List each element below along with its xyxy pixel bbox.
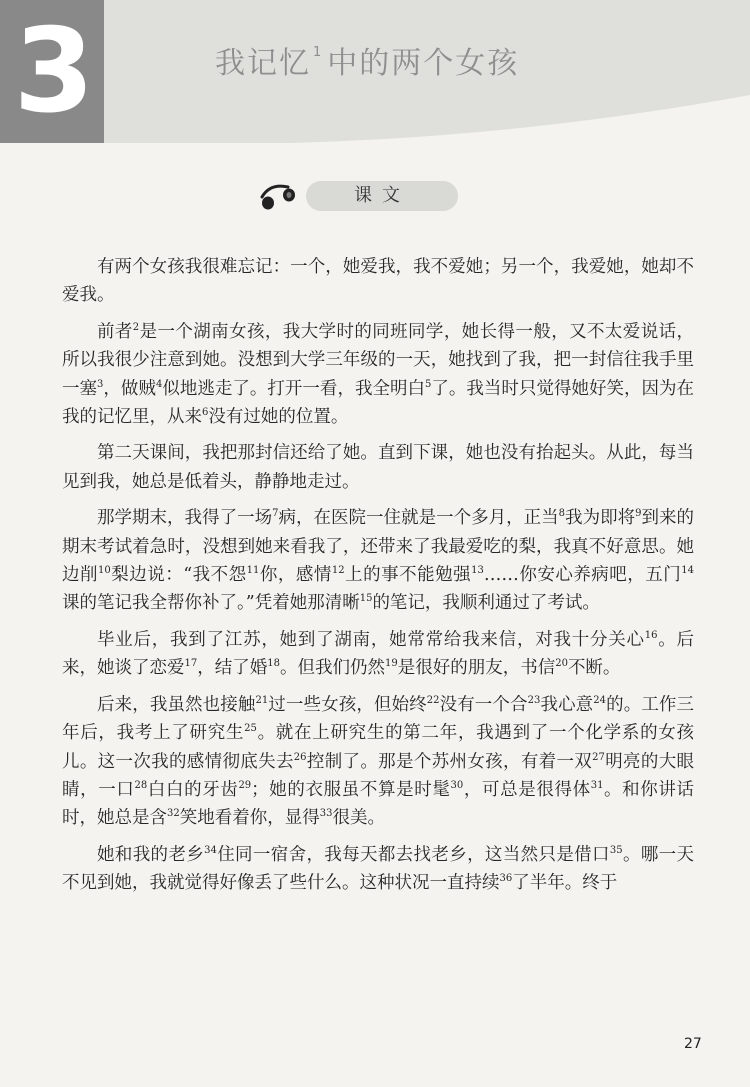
text-run: 不断。 [567, 658, 621, 679]
footnote-marker: 34 [204, 844, 217, 856]
text-run: 了。我当时只觉得她好笑，因为在我的记忆里，从来 [62, 378, 695, 428]
text-run: 到来的期末考试着急时，没想到她来看我了，还带来了我最爱吃的梨，我真不好意思。她边削 [62, 508, 695, 586]
paragraph [62, 691, 694, 833]
footnote-marker: 27 [592, 751, 605, 763]
footnote-marker: 2 [132, 321, 140, 333]
footnote-marker: 26 [293, 751, 307, 763]
text-run: ……你安心养病吧，五门 [483, 565, 682, 586]
text-run: 是一个湖南女孩，我大学时的同班同学，她长得一般，又不太爱说话，所以我很少注意到她。没想到大学三年级的一天，她找到了我，把一封信往我手里一塞 [62, 321, 694, 399]
text-run: ，结了婚 [197, 658, 268, 679]
text-run: 。哪一天不见到她，我就觉得好像丢了些什么。这种状况一直持续 [62, 844, 695, 894]
footnote-marker: 22 [426, 694, 440, 706]
footnote-marker: 8 [558, 508, 566, 520]
chapter-number: 3 [13, 4, 91, 139]
footnote-marker: 7 [272, 508, 279, 520]
page-title [215, 38, 519, 82]
footnote-marker: 15 [359, 593, 373, 605]
text-run: 后来，我虽然也接触 [97, 694, 256, 715]
text-run: 那学期末，我得了一场 [97, 508, 273, 529]
footnote-marker: 5 [425, 378, 432, 390]
text-run: 控制了。那是个苏州女孩，有着一双 [306, 751, 593, 772]
text-run: 了半年。终于 [512, 873, 618, 894]
text-run: 的。工作三年后，我考上了研究生 [62, 694, 695, 744]
footnote-marker: 23 [527, 694, 541, 706]
text-run: 前者 [97, 321, 133, 342]
text-run: 住同一宿舍，我每天都去找老乡，这当然只是借口 [216, 844, 610, 865]
text-run: 很美。 [332, 808, 385, 829]
footnote-marker: 31 [590, 779, 604, 791]
title-part-1: 我记忆 [215, 46, 311, 81]
footnote-marker: 10 [98, 565, 111, 577]
text-run: 课的笔记我全帮你补了。”凭着她那清晰 [62, 593, 360, 614]
footnote-marker: 4 [155, 378, 163, 390]
text-run: 似地逃走了。打开一看，我全明白 [162, 378, 425, 399]
paragraph [62, 318, 694, 432]
text-run: 白白的牙齿 [147, 779, 239, 800]
headphones-icon [258, 181, 298, 211]
footnote-marker: 12 [331, 565, 345, 577]
text-run: 梨边说：“我不怨 [110, 565, 247, 586]
paragraph [62, 439, 694, 496]
footnote-marker: 14 [681, 565, 695, 577]
footnote-marker: 32 [167, 808, 180, 820]
text-run: ，可总是很得体 [463, 779, 591, 800]
footnote-marker: 13 [471, 565, 484, 577]
paragraph [62, 841, 694, 898]
footnote-marker: 18 [267, 658, 280, 670]
footnote-marker: 24 [593, 694, 607, 706]
footnote-marker: 16 [644, 629, 658, 641]
paragraph [62, 504, 694, 618]
paragraph [62, 253, 694, 310]
text-run: 明亮的大眼睛，一口 [62, 751, 695, 800]
section-label: 课文 [354, 185, 410, 206]
footnote-marker: 35 [609, 844, 623, 856]
footnote-marker: 29 [238, 779, 252, 791]
text-run: 我为即将 [565, 508, 636, 529]
text-run: 。和你讲话时，她总是含 [62, 779, 695, 829]
footnote-marker: 30 [450, 779, 464, 791]
text-run: 有两个女孩我很难忘记：一个，她爱我，我不爱她；另一个，我爱她，她却不爱我。 [62, 257, 694, 306]
text-run: 的笔记，我顺利通过了考试。 [372, 593, 600, 614]
footnote-marker: 9 [635, 508, 642, 520]
page-number: 27 [684, 1036, 702, 1052]
text-run: 。但我们仍然 [279, 658, 385, 679]
text-run: 我心意 [540, 694, 594, 715]
text-run: 毕业后，我到了江苏，她到了湖南，她常常给我来信，对我十分关心 [97, 629, 645, 650]
text-run: 是很好的朋友，书信 [397, 658, 556, 679]
footnote-marker: 33 [319, 808, 333, 820]
footnote-marker: 19 [384, 658, 398, 670]
footnote-marker: 28 [134, 779, 148, 791]
chapter-number-box [0, 0, 104, 143]
footnote-marker: 17 [184, 658, 198, 670]
footnote-marker: 25 [244, 723, 257, 735]
text-run: 你，感情 [259, 565, 332, 586]
text-run: 第二天课间，我把那封信还给了她。直到下课，她也没有抬起头。从此，每当见到我，她总是低着头，静静地走过。 [62, 443, 694, 492]
text-run: 过一些女孩，但始终 [268, 694, 427, 715]
lesson-text [62, 253, 694, 906]
title-part-2: 中的两个女孩 [327, 46, 520, 81]
footnote-marker: 6 [202, 407, 209, 419]
text-run: ；她的衣服虽不算是时髦 [251, 779, 451, 800]
text-run: 没有一个合 [439, 694, 528, 715]
footnote-marker: 21 [255, 694, 269, 706]
footnote-marker: 20 [555, 658, 568, 670]
text-run: 上的事不能勉强 [344, 565, 472, 586]
text-run: 病，在医院一住就是一个多月，正当 [278, 508, 559, 529]
footnote-marker: 36 [499, 873, 513, 885]
footnote-marker: 3 [97, 378, 104, 390]
text-run: ，做贼 [103, 378, 156, 399]
title-footnote-marker: 1 [313, 45, 324, 60]
paragraph [62, 626, 694, 683]
text-run: 。就在上研究生的第二年，我遇到了一个化学系的女孩儿。这一次我的感情彻底失去 [62, 723, 695, 772]
text-run: 她和我的老乡 [97, 844, 205, 865]
text-run: 没有过她的位置。 [208, 407, 349, 428]
footnote-marker: 11 [246, 565, 260, 577]
text-run: 笑地看着你，显得 [179, 808, 320, 829]
text-run: 。后来，她谈了恋爱 [62, 629, 695, 679]
